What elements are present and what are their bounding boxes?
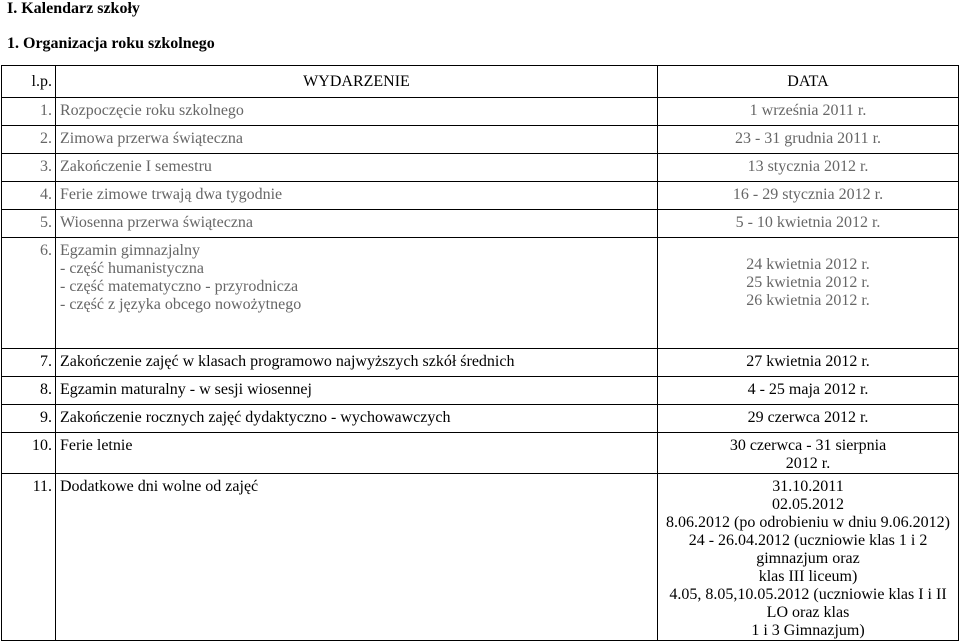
table-row — [2, 238, 959, 349]
date-line: 24 kwietnia 2012 r. — [746, 256, 870, 273]
table-row — [2, 210, 959, 238]
row-event — [56, 238, 658, 349]
row-date: 23 - 31 grudnia 2011 r. — [658, 126, 959, 154]
row-date: 27 kwietnia 2012 r. — [658, 349, 959, 377]
header-date: DATA — [658, 66, 959, 98]
table-row — [2, 126, 959, 154]
table-row — [2, 377, 959, 405]
section-heading: I. Kalendarz szkoły — [7, 0, 140, 17]
row-event: Zakończenie zajęć w klasach programowo najwyższych szkół średnich — [56, 349, 658, 377]
date-line: 26 kwietnia 2012 r. — [746, 292, 870, 309]
date-line: 25 kwietnia 2012 r. — [746, 274, 870, 291]
table-row — [2, 405, 959, 433]
row-date: 29 czerwca 2012 r. — [658, 405, 959, 433]
row-event: Zakończenie rocznych zajęć dydaktyczno - wychowawczych — [56, 405, 658, 433]
row-lp: 9. — [2, 405, 56, 433]
row-date: 4 - 25 maja 2012 r. — [658, 377, 959, 405]
row-date — [658, 433, 959, 474]
row-lp: 1. — [2, 98, 56, 126]
row-event: Zakończenie I semestru — [56, 154, 658, 182]
date-line: 2012 r. — [785, 455, 831, 472]
row-event: Zimowa przerwa świąteczna — [56, 126, 658, 154]
event-line: - część humanistyczna — [60, 260, 204, 277]
row-date: 13 stycznia 2012 r. — [658, 154, 959, 182]
date-line: klas III liceum) — [758, 568, 858, 585]
table-row — [2, 98, 959, 126]
row-event: Wiosenna przerwa świąteczna — [56, 210, 658, 238]
date-line: 02.05.2012 — [772, 496, 844, 513]
row-lp: 2. — [2, 126, 56, 154]
row-date — [658, 238, 959, 349]
row-event: Rozpoczęcie roku szkolnego — [56, 98, 658, 126]
row-lp: 10. — [2, 433, 56, 474]
school-calendar-table — [1, 65, 959, 641]
subsection-heading: 1. Organizacja roku szkolnego — [7, 35, 215, 52]
row-lp: 11. — [2, 474, 56, 641]
row-event: Dodatkowe dni wolne od zajęć — [56, 474, 658, 641]
date-line: 1 i 3 Gimnazjum) — [751, 622, 865, 639]
header-lp: l.p. — [2, 66, 56, 98]
table-row — [2, 349, 959, 377]
event-line: - część z języka obcego nowożytnego — [60, 296, 302, 313]
row-date: 1 września 2011 r. — [658, 98, 959, 126]
row-event: Egzamin maturalny - w sesji wiosennej — [56, 377, 658, 405]
row-lp: 5. — [2, 210, 56, 238]
row-date: 16 - 29 stycznia 2012 r. — [658, 182, 959, 210]
date-line: 30 czerwca - 31 sierpnia — [729, 437, 887, 454]
row-date: 5 - 10 kwietnia 2012 r. — [658, 210, 959, 238]
table-row — [2, 433, 959, 474]
row-lp: 8. — [2, 377, 56, 405]
date-line: 8.06.2012 (po odrobieniu w dniu 9.06.2012) — [666, 514, 950, 531]
date-line: 31.10.2011 — [772, 478, 844, 495]
row-event: Ferie zimowe trwają dwa tygodnie — [56, 182, 658, 210]
date-line: 4.05, 8.05,10.05.2012 (uczniowie klas I i II LO oraz klas — [669, 586, 947, 621]
row-lp: 4. — [2, 182, 56, 210]
table-row — [2, 474, 959, 641]
row-lp: 7. — [2, 349, 56, 377]
row-lp: 6. — [2, 238, 56, 349]
table-row — [2, 182, 959, 210]
header-event: WYDARZENIE — [56, 66, 658, 98]
table-row — [2, 154, 959, 182]
row-date — [658, 474, 959, 641]
event-line: Egzamin gimnazjalny — [60, 242, 200, 259]
date-line: 24 - 26.04.2012 (uczniowie klas 1 i 2 gimnazjum oraz — [688, 532, 928, 567]
row-lp: 3. — [2, 154, 56, 182]
event-line: - część matematyczno - przyrodnicza — [60, 278, 299, 295]
table-header-row — [2, 66, 959, 98]
row-event: Ferie letnie — [56, 433, 658, 474]
